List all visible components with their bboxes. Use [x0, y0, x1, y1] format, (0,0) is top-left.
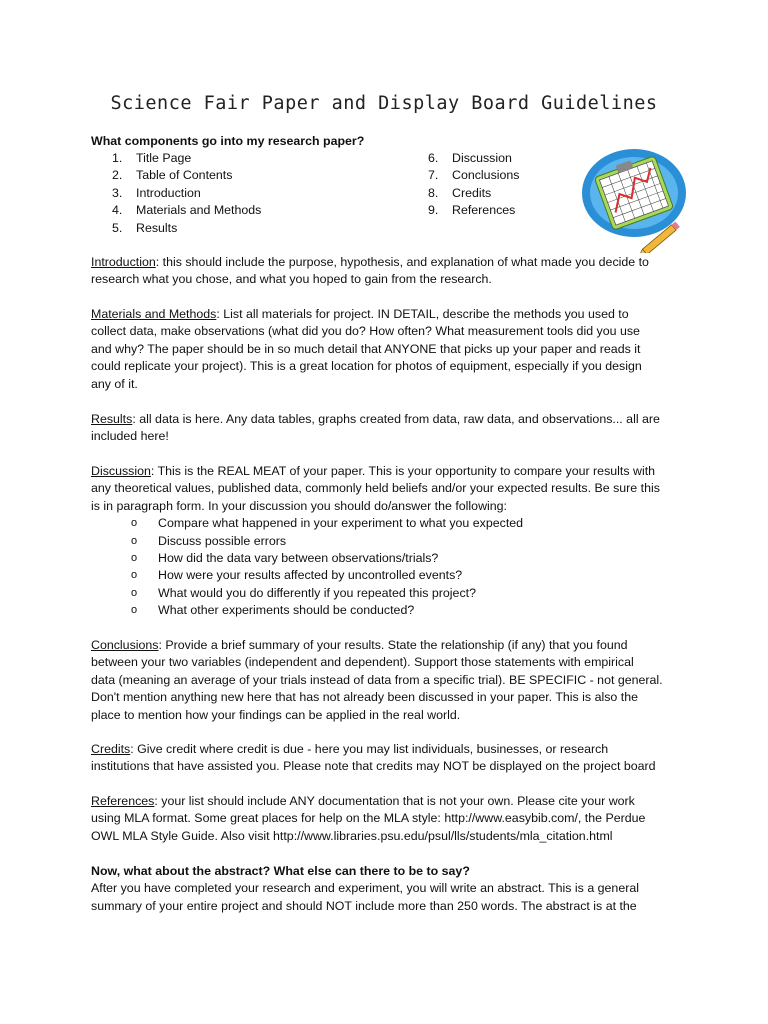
- discussion-paragraph: Discussion: This is the REAL MEAT of your paper. This is your opportunity to compare your results with any theoretical values, published data, commonly held beliefs and/or your expected results. Be sure this is in paragraph form. In your discussion you should do/answer the following: o Compare what happened in your experiment to what you expected o Discuss possible errors o How did the data vary between observations/trials? o How were your results affected by uncontrolled events? o What would you do differently if you repeated this project? o What other experiments should be conducted?: [91, 463, 681, 620]
- list-item: 2. Table of Contents: [112, 168, 233, 183]
- list-item: 6. Discussion: [428, 151, 512, 165]
- list-item: o Compare what happened in your experiment to what you expected: [131, 516, 524, 531]
- introduction-paragraph: Introduction: this should include the purpose, hypothesis, and explanation of what made you decide to research what you chose, and what you hoped to gain from the research.: [91, 255, 649, 287]
- abstract-paragraph: Now, what about the abstract? What else can there to be to say? After you have completed your research and experiment, you will write an abstract. This is a general summary of your entire project and should NOT include more than 250 words. The abstract is at the: [91, 863, 681, 915]
- list-item: o How did the data vary between observations/trials?: [131, 551, 439, 566]
- section-heading: Discussion: [91, 464, 151, 478]
- section-heading: Results: [91, 412, 133, 426]
- list-item: 1. Title Page: [112, 151, 192, 165]
- page-title: Science Fair Paper and Display Board Guidelines: [110, 93, 658, 114]
- components-list-left: [112, 150, 261, 237]
- list-item: 5. Results: [112, 220, 178, 235]
- list-item: o Discuss possible errors: [131, 533, 287, 548]
- components-question: What components go into my research paper?: [91, 134, 365, 148]
- list-item: 4. Materials and Methods: [112, 203, 262, 218]
- section-heading: Introduction: [91, 255, 156, 269]
- results-paragraph: Results: all data is here. Any data tables, graphs created from data, raw data, and observations... all are included here!: [91, 412, 660, 444]
- abstract-question: Now, what about the abstract? What else can there to be to say?: [91, 864, 470, 878]
- list-item: 3. Introduction: [112, 185, 201, 200]
- section-heading: Materials and Methods: [91, 307, 217, 321]
- references-paragraph: References: your list should include ANY documentation that is not your own. Please cite your work using MLA format. Some great places for help on the MLA style: http://www.easybib.com/, the Perdue OWL MLA Style Guide. Also visit http://www.libraries.psu.edu/psul/lls/students/mla_citation.html: [91, 794, 646, 843]
- conclusions-paragraph: Conclusions: Provide a brief summary of your results. State the relationship (if any) that you found between your two variables (independent and dependent). Support those statements with empirical data (meaning an average of your trials instead of data from a specific trial). BE SPECIFIC - not general. Don't mention anything new here that has not already been discussed in your paper. This is also the place to mention how your findings can be applied in the real world.: [91, 638, 663, 722]
- credits-paragraph: Credits: Give credit where credit is due - here you may list individuals, businesses, or research institutions that have assisted you. Please note that credits may NOT be displayed on the project board: [91, 742, 656, 774]
- materials-methods-paragraph: Materials and Methods: List all materials for project. IN DETAIL, describe the methods you used to collect data, make observations (what did you do? How often? What measurement tools did you use and why? The paper should be in so much detail that ANYONE that picks up your paper and reads it could replicate your project). This is a great location for photos of equipment, especially if you design any of it.: [91, 307, 642, 391]
- section-heading: Credits: [91, 742, 131, 756]
- list-item: o What other experiments should be conducted?: [131, 603, 415, 618]
- components-list-right: [428, 150, 520, 220]
- clipboard-with-chart-and-pencil-icon: [578, 141, 690, 253]
- list-item: 8. Credits: [428, 185, 492, 200]
- discussion-bullet-list: [131, 515, 681, 619]
- list-item: o How were your results affected by uncontrolled events?: [131, 568, 463, 583]
- section-heading: References: [91, 794, 155, 808]
- list-item: 7. Conclusions: [428, 168, 520, 183]
- section-heading: Conclusions: [91, 638, 159, 652]
- list-item: o What would you do differently if you repeated this project?: [131, 585, 476, 600]
- list-item: 9. References: [428, 203, 516, 218]
